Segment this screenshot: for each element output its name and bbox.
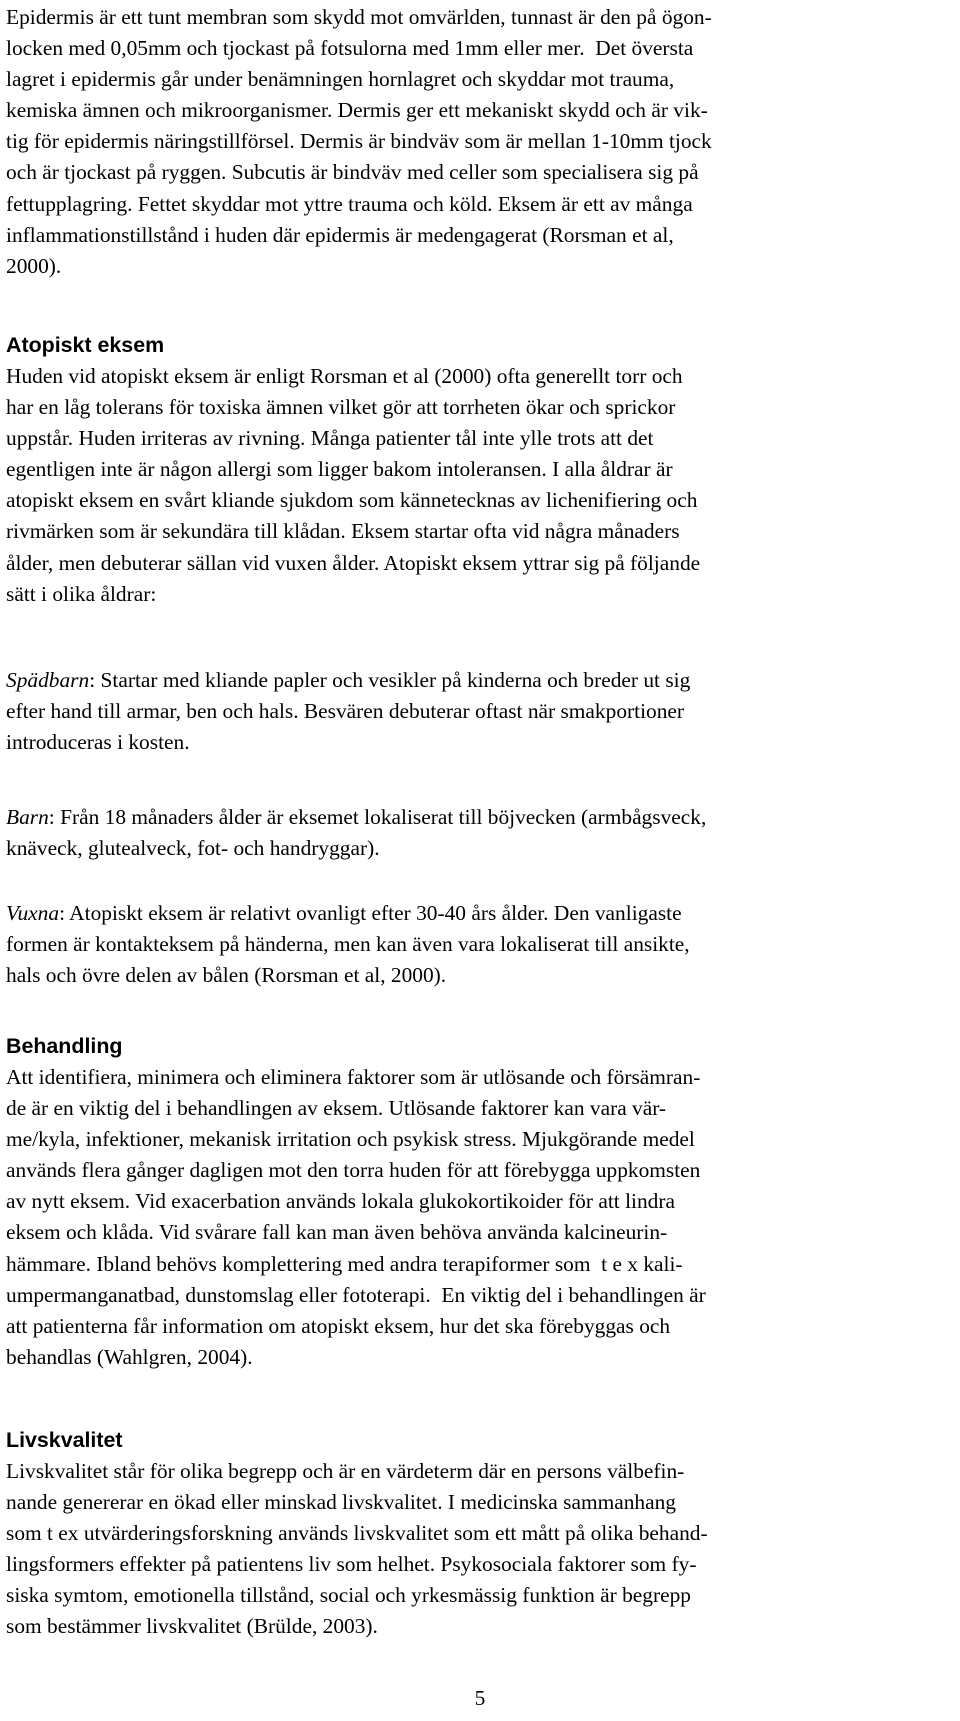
section-heading: Behandling <box>6 1034 123 1058</box>
intro-paragraph <box>6 2 712 282</box>
text-line <box>6 898 690 929</box>
text-line: locken med 0,05mm och tjockast på fotsulorna med 1mm eller mer. Det översta <box>6 36 694 61</box>
text-line: tig för epidermis näringstillförsel. Dermis är bindväv som är mellan 1-10mm tjock <box>6 129 712 154</box>
text-line: Livskvalitet står för olika begrepp och är en värdeterm där en persons välbefin- <box>6 1459 685 1483</box>
age-group-term: Vuxna <box>6 901 60 925</box>
text-fragment: : Startar med kliande papler och vesikler på kinderna och breder ut sig <box>89 668 691 692</box>
section-atopiskt-eksem <box>6 330 700 610</box>
text-line: hals och övre delen av bålen (Rorsman et al, 2000). <box>6 963 447 988</box>
text-line: uppstår. Huden irriteras av rivning. Många patienter tål inte ylle trots att det <box>6 426 654 451</box>
text-fragment: : Atopiskt eksem är relativt ovanligt efter 30-40 års ålder. Den vanligaste <box>59 901 682 925</box>
section-livskvalitet <box>6 1425 708 1643</box>
age-group-term: Barn <box>6 805 49 829</box>
text-line: egentligen inte är någon allergi som ligger bakom intoleransen. I alla åldrar är <box>6 457 673 482</box>
text-line: nande genererar en ökad eller minskad livskvalitet. I medicinska sammanhang <box>6 1490 677 1515</box>
text-line: sätt i olika åldrar: <box>6 581 157 606</box>
age-group-vuxna <box>6 898 690 991</box>
text-line: umpermanganatbad, dunstomslag eller fototerapi. En viktig del i behandlingen är <box>6 1282 706 1307</box>
text-line: formen är kontakteksem på händerna, men kan även vara lokaliserat till ansikte, <box>6 932 690 957</box>
text-line: som bestämmer livskvalitet (Brülde, 2003). <box>6 1614 378 1639</box>
text-line: efter hand till armar, ben och hals. Besvären debuterar oftast när smakportioner <box>6 699 685 724</box>
text-line: fettupplagring. Fettet skyddar mot yttre trauma och köld. Eksem är ett av många <box>6 191 693 216</box>
text-line <box>6 802 706 833</box>
text-line: 2000). <box>6 253 62 278</box>
text-line: och är tjockast på ryggen. Subcutis är bindväv med celler som specialisera sig på <box>6 160 699 185</box>
text-line: Huden vid atopiskt eksem är enligt Rorsman et al (2000) ofta generellt torr och <box>6 364 683 388</box>
text-line: har en låg tolerans för toxiska ämnen vilket gör att torrheten ökar och sprickor <box>6 395 676 420</box>
text-line: lingsformers effekter på patientens liv som helhet. Psykosociala faktorer som fy- <box>6 1552 697 1577</box>
text-line: ålder, men debuterar sällan vid vuxen ålder. Atopiskt eksem yttrar sig på följande <box>6 550 701 575</box>
page-number: 5 <box>474 1686 486 1710</box>
text-line: knäveck, glutealveck, fot- och handryggar). <box>6 836 380 861</box>
age-group-barn <box>6 802 706 864</box>
text-line: inflammationstillstånd i huden där epidermis är medengagerat (Rorsman et al, <box>6 222 674 247</box>
text-line: lagret i epidermis går under benämningen hornlagret och skyddar mot trauma, <box>6 67 675 92</box>
text-line: rivmärken som är sekundära till klådan. Eksem startar ofta vid några månaders <box>6 519 680 544</box>
text-line: som t ex utvärderingsforskning används livskvalitet som ett mått på olika behand- <box>6 1521 708 1546</box>
text-line: av nytt eksem. Vid exacerbation används lokala glukokortikoider för att lindra <box>6 1189 675 1214</box>
text-line: används flera gånger dagligen mot den torra huden för att förebygga uppkomsten <box>6 1158 701 1183</box>
section-heading: Livskvalitet <box>6 1428 123 1452</box>
age-group-spadbarn <box>6 665 690 758</box>
text-line: siska symtom, emotionella tillstånd, social och yrkesmässig funktion är begrepp <box>6 1583 691 1608</box>
text-line: att patienterna får information om atopiskt eksem, hur det ska förebyggas och <box>6 1313 671 1338</box>
section-heading: Atopiskt eksem <box>6 333 165 357</box>
age-group-term: Spädbarn <box>6 668 90 692</box>
text-line: Epidermis är ett tunt membran som skydd mot omvärlden, tunnast är den på ögon- <box>6 5 712 29</box>
text-line <box>6 665 690 696</box>
text-line: atopiskt eksem en svårt kliande sjukdom som kännetecknas av lichenifiering och <box>6 488 698 513</box>
text-fragment: : Från 18 månaders ålder är eksemet lokaliserat till böjvecken (armbågsveck, <box>48 805 707 829</box>
text-line: hämmare. Ibland behövs komplettering med andra terapiformer som t e x kali- <box>6 1251 683 1276</box>
text-line: introduceras i kosten. <box>6 730 190 755</box>
section-behandling <box>6 1031 706 1373</box>
text-line: Att identifiera, minimera och eliminera faktorer som är utlösande och försämran- <box>6 1065 701 1089</box>
text-line: eksem och klåda. Vid svårare fall kan man även behöva använda kalcineurin- <box>6 1220 668 1245</box>
text-line: de är en viktig del i behandlingen av eksem. Utlösande faktorer kan vara vär- <box>6 1096 667 1121</box>
text-line: behandlas (Wahlgren, 2004). <box>6 1344 253 1369</box>
text-line: me/kyla, infektioner, mekanisk irritation och psykisk stress. Mjukgörande medel <box>6 1127 695 1152</box>
text-line: kemiska ämnen och mikroorganismer. Dermis ger ett mekaniskt skydd och är vik- <box>6 98 708 123</box>
